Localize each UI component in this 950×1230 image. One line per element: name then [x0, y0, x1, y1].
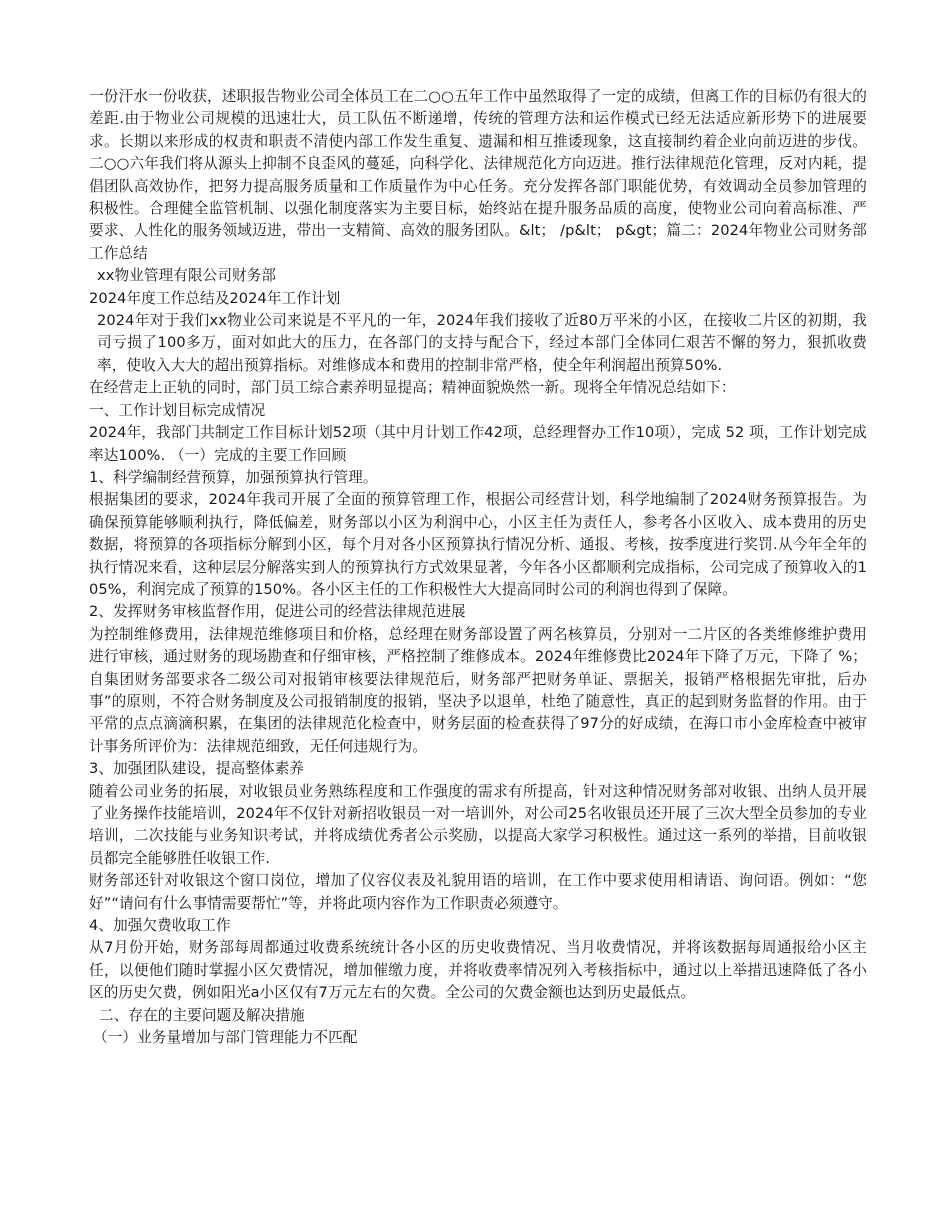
paragraph-overview: 2024年对于我们xx物业公司来说是不平凡的一年，2024年我们接收了近80万平米的小区，在接收二片区的初期，我司亏损了100多万，面对如此大的压力，在各部门的支持与配合下，经过本部门全体同仁艰苦不懈的努力，狠抓收费率，使收入大大的超出预算指标。对维修成本和费用的控制非常严格，使全年利润超出预算50%. — [97, 312, 867, 374]
paragraph-audit: 为控制维修费用，法律规范维修项目和价格，总经理在财务部设置了两名核算员，分别对一二片区的各类维修维护费用进行审核，通过财务的现场勘查和仔细审核，严格控制了维修成本。2024年维修费比2024年下降了万元，下降了 %；自集团财务部要求各二级公司对报销审核要法律规范后，财务部严把财务单证、票据关，报销严格根据先审批，后办事”的原则，不符合财务制度及公司报销制度的报销，坚决予以退单，杜绝了随意性，真正的起到财务监督的作用。由于平常的点点滴滴积累，在集团的法律规范化检查中，财务层面的检查获得了97分的好成绩，在海口市小金库检查中被审计事务所评价为：法律规范细致，无任何违规行为。 — [89, 625, 867, 755]
paragraph-budget: 根据集团的要求，2024年我司开展了全面的预算管理工作，根据公司经营计划，科学地编制了2024财务预算报告。为确保预算能够顺利执行，降低偏差，财务部以小区为利润中心，小区主任为责任人，参考各小区收入、成本费用的历史数据，将预算的各项指标分解到小区，每个月对各小区预算执行情况分析、通报、考核，按季度进行奖罚.从今年全年的执行情况来看，这种层层分解落实到人的预算执行方式效果显著，今年各小区都顺利完成指标，公司完成了预算收入的105%，利润完成了预算的150%。各小区主任的工作积极性大大提高同时公司的利润也得到了保障。 — [89, 491, 867, 598]
subsection-heading-1: 1、科学编制经营预算，加强预算执行管理。 — [89, 468, 378, 486]
paragraph-etiquette: 财务部还针对收银这个窗口岗位，增加了仪容仪表及礼貌用语的培训，在工作中要求使用相请语、询问语。例如：“您好”“请问有什么事情需要帮忙”等，并将此项内容作为工作职责必须遵守。 — [89, 872, 867, 912]
document-body — [89, 86, 867, 1049]
paragraph-arrears: 从7月份开始，财务部每周都通过收费系统统计各小区的历史收费情况、当月收费情况，并将该数据每周通报给小区主任，以便他们随时掌握小区欠费情况，增加催缴力度，并将收费率情况列入考核指标中，通过以上举措迅速降低了各小区的历史欠费，例如阳光a小区仅有7万元左右的欠费。全公司的欠费金额也达到历史最低点。 — [89, 939, 867, 1002]
subsection-heading-4: 4、加强欠费收取工作 — [89, 917, 231, 935]
section-heading-2: 二、存在的主要问题及解决措施 — [99, 1006, 305, 1024]
paragraph-summary-intro: 在经营走上正轨的同时，部门员工综合素养明显提高；精神面貌焕然一新。现将全年情况总结如下： — [89, 379, 736, 397]
report-title: 2024年度工作总结及2024年工作计划 — [89, 289, 341, 307]
paragraph-intro: 一份汗水一份收获，述职报告物业公司全体员工在二○○五年工作中虽然取得了一定的成绩，但离工作的目标仍有很大的差距.由于物业公司规模的迅速壮大，员工队伍不断递增，传统的管理方法和运作模式已经无法适应新形势下的进展要求。长期以来形成的权责和职责不清使内部工作发生重复、遗漏和相互推诿现象，这直接制约着企业向前迈进的步伐。二○○六年我们将从源头上抑制不良歪风的蔓延，向科学化、法律规范化方向迈进。推行法律规范化管理，反对内耗，提倡团队高效协作，把努力提高服务质量和工作质量作为中心任务。充分发挥各部门职能优势，有效调动全员参加管理的积极性。合理健全监管机制、以强化制度落实为主要目标，始终站在提升服务品质的高度，使物业公司向着高标准、严要求、人性化的服务领域迈进，带出一支精简、高效的服务团队。&lt； /p&lt； p&gt；篇二：2024年物业公司财务部工作总结 — [89, 88, 867, 262]
paragraph-team-training: 随着公司业务的拓展，对收银员业务熟练程度和工作强度的需求有所提高，针对这种情况财务部对收银、出纳人员开展了业务操作技能培训，2024年不仅针对新招收银员一对一培训外，对公司25名收银员还开展了三次大型全员参加的专业培训，二次技能与业务知识考试，并将成绩优秀者公示奖励，以提高大家学习积极性。通过这一系列的举措，目前收银员都完全能够胜任收银工作. — [89, 782, 867, 867]
subsection-heading-problem-1: （一）业务量增加与部门管理能力不匹配 — [93, 1029, 358, 1047]
subsection-heading-3: 3、加强团队建设，提高整体素养 — [89, 760, 305, 778]
paragraph-targets: 2024年，我部门共制定工作目标计划52项（其中月计划工作42项，总经理督办工作10项），完成 52 项，工作计划完成率达100%. （一）完成的主要工作回顾 — [89, 424, 867, 464]
section-heading-1: 一、工作计划目标完成情况 — [89, 401, 266, 419]
company-department: xx物业管理有限公司财务部 — [97, 267, 277, 285]
subsection-heading-2: 2、发挥财务审核监督作用，促进公司的经营法律规范进展 — [89, 603, 466, 621]
